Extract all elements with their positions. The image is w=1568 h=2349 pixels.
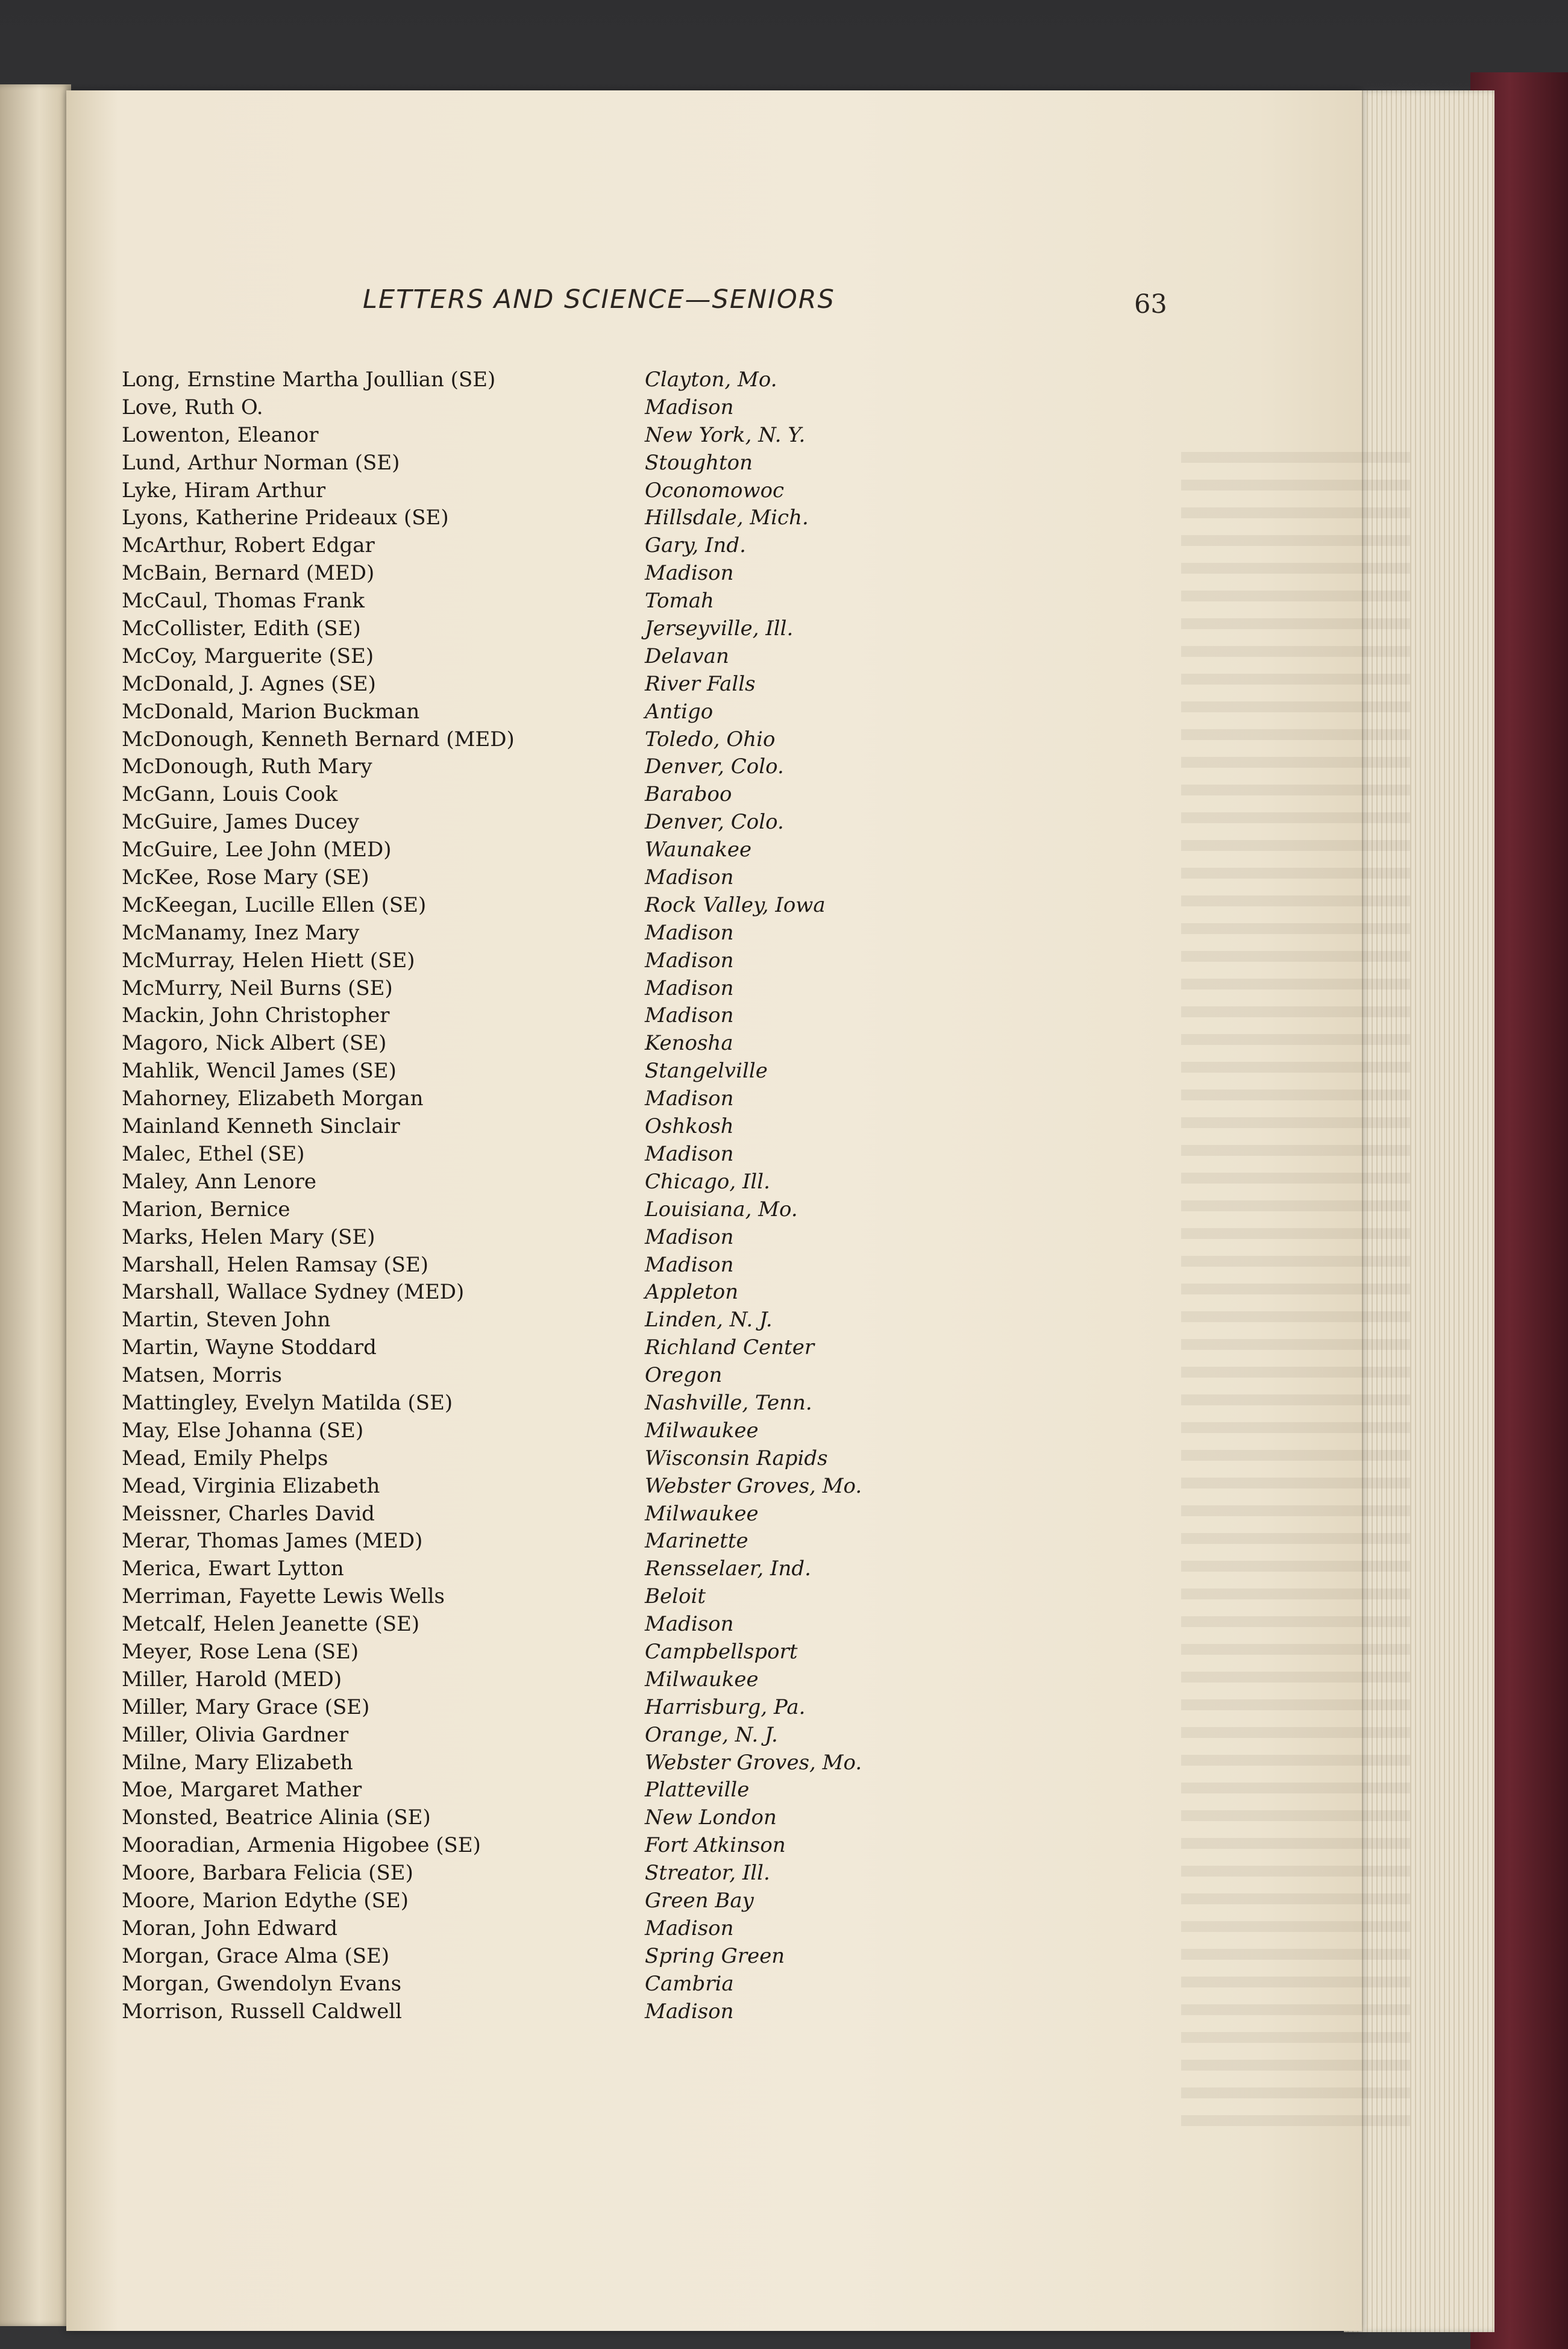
- roster-entry: [122, 532, 1086, 560]
- roster-entry: [122, 809, 1086, 836]
- page-number: 63: [1134, 289, 1167, 319]
- student-hometown: Oregon: [645, 1363, 723, 1388]
- student-name: Moore, Barbara Felicia (SE): [122, 1861, 413, 1886]
- roster-entry: [122, 975, 1086, 1003]
- student-hometown: Madison: [645, 1003, 734, 1028]
- roster-entry: [122, 394, 1086, 422]
- student-hometown: Stangelville: [645, 1059, 768, 1084]
- student-name: Milne, Mary Elizabeth: [122, 1750, 353, 1775]
- student-hometown: Webster Groves, Mo.: [645, 1750, 862, 1775]
- student-name: McCoy, Marguerite (SE): [122, 644, 374, 668]
- student-hometown: Fort Atkinson: [645, 1833, 786, 1858]
- student-hometown: Toledo, Ohio: [645, 727, 776, 751]
- roster-entry: [122, 588, 1086, 615]
- student-name: Moran, John Edward: [122, 1916, 337, 1940]
- student-hometown: Rensselaer, Ind.: [645, 1557, 811, 1581]
- student-name: Love, Ruth O.: [122, 395, 263, 419]
- student-hometown: River Falls: [645, 671, 756, 696]
- student-hometown: Delavan: [645, 644, 729, 668]
- student-name: Merica, Ewart Lytton: [122, 1557, 344, 1581]
- student-name: McMurray, Helen Hiett (SE): [122, 948, 415, 973]
- student-name: Morgan, Gwendolyn Evans: [122, 1971, 402, 1996]
- roster-entry: [122, 836, 1086, 864]
- student-hometown: Louisiana, Mo.: [645, 1197, 798, 1222]
- student-name: McDonald, Marion Buckman: [122, 699, 420, 724]
- student-hometown: Clayton, Mo.: [645, 368, 777, 392]
- student-name: Mahlik, Wencil James (SE): [122, 1059, 397, 1084]
- student-name: Mahorney, Elizabeth Morgan: [122, 1087, 424, 1111]
- student-name: Malec, Ethel (SE): [122, 1141, 305, 1166]
- roster-entry: [122, 1722, 1086, 1749]
- student-name: Mead, Emily Phelps: [122, 1446, 328, 1470]
- roster-entry: [122, 422, 1086, 450]
- roster-entry: [122, 1804, 1086, 1832]
- student-hometown: Orange, N. J.: [645, 1722, 778, 1747]
- running-head: LETTERS AND SCIENCE—SENIORS: [363, 284, 835, 315]
- student-hometown: Madison: [645, 1252, 734, 1277]
- roster-entry: [122, 726, 1086, 754]
- student-hometown: Milwaukee: [645, 1418, 759, 1443]
- student-hometown: Madison: [645, 561, 734, 586]
- roster-entry: [122, 698, 1086, 726]
- student-name: McKeegan, Lucille Ellen (SE): [122, 892, 427, 917]
- roster-entry: [122, 1501, 1086, 1528]
- student-hometown: Cambria: [645, 1971, 734, 1996]
- student-hometown: Webster Groves, Mo.: [645, 1473, 862, 1498]
- student-hometown: Nashville, Tenn.: [645, 1390, 812, 1415]
- student-name: McBain, Bernard (MED): [122, 561, 375, 586]
- student-hometown: Beloit: [645, 1584, 706, 1609]
- student-name: McCollister, Edith (SE): [122, 616, 361, 641]
- student-name: Morgan, Grace Alma (SE): [122, 1943, 390, 1968]
- student-name: May, Else Johanna (SE): [122, 1418, 364, 1443]
- roster-entry: [122, 1002, 1086, 1030]
- student-hometown: Richland Center: [645, 1335, 815, 1360]
- student-hometown: Denver, Colo.: [645, 754, 784, 779]
- student-roster: [122, 366, 1086, 2025]
- student-hometown: Spring Green: [645, 1943, 785, 1968]
- roster-entry: [122, 366, 1086, 394]
- student-hometown: Campbellsport: [645, 1639, 798, 1664]
- student-hometown: Stoughton: [645, 450, 753, 475]
- roster-entry: [122, 1666, 1086, 1694]
- roster-entry: [122, 1998, 1086, 2026]
- student-name: McDonough, Ruth Mary: [122, 754, 372, 779]
- roster-entry: [122, 1196, 1086, 1224]
- student-name: McManamy, Inez Mary: [122, 920, 360, 945]
- student-hometown: Madison: [645, 865, 734, 890]
- student-name: Long, Ernstine Martha Joullian (SE): [122, 368, 496, 392]
- student-name: Mattingley, Evelyn Matilda (SE): [122, 1390, 453, 1415]
- student-hometown: Appleton: [645, 1280, 739, 1305]
- show-through-bleed: [1181, 452, 1410, 2139]
- student-name: Lyons, Katherine Prideaux (SE): [122, 506, 449, 530]
- student-name: Mainland Kenneth Sinclair: [122, 1114, 400, 1139]
- roster-entry: [122, 1749, 1086, 1777]
- student-name: Marion, Bernice: [122, 1197, 290, 1222]
- roster-entry: [122, 1168, 1086, 1196]
- student-hometown: Linden, N. J.: [645, 1308, 773, 1332]
- roster-entry: [122, 1611, 1086, 1639]
- roster-entry: [122, 1971, 1086, 1998]
- student-hometown: Milwaukee: [645, 1667, 759, 1692]
- roster-entry: [122, 1860, 1086, 1887]
- roster-entry: [122, 1390, 1086, 1417]
- student-name: Mead, Virginia Elizabeth: [122, 1473, 380, 1498]
- student-hometown: Madison: [645, 1141, 734, 1166]
- student-name: Maley, Ann Lenore: [122, 1169, 316, 1194]
- roster-entry: [122, 753, 1086, 781]
- roster-entry: [122, 1528, 1086, 1555]
- student-name: Miller, Olivia Gardner: [122, 1722, 349, 1747]
- student-hometown: Madison: [645, 1087, 734, 1111]
- roster-entry: [122, 1555, 1086, 1583]
- student-name: Monsted, Beatrice Alinia (SE): [122, 1805, 431, 1830]
- student-name: Matsen, Morris: [122, 1363, 282, 1388]
- student-hometown: Madison: [645, 976, 734, 1000]
- student-name: Moore, Marion Edythe (SE): [122, 1888, 409, 1913]
- student-hometown: Oshkosh: [645, 1114, 734, 1139]
- roster-entry: [122, 1445, 1086, 1473]
- roster-entry: [122, 1887, 1086, 1915]
- student-name: Miller, Mary Grace (SE): [122, 1695, 370, 1719]
- student-name: Lund, Arthur Norman (SE): [122, 450, 400, 475]
- student-name: McKee, Rose Mary (SE): [122, 865, 369, 890]
- student-name: McGuire, James Ducey: [122, 810, 359, 835]
- student-name: Moe, Margaret Mather: [122, 1778, 362, 1802]
- student-name: Morrison, Russell Caldwell: [122, 1999, 403, 2024]
- roster-entry: [122, 864, 1086, 892]
- roster-entry: [122, 477, 1086, 505]
- student-name: McGuire, Lee John (MED): [122, 838, 392, 862]
- student-name: Lowenton, Eleanor: [122, 422, 319, 447]
- student-name: Meissner, Charles David: [122, 1501, 375, 1526]
- roster-entry: [122, 1832, 1086, 1860]
- roster-entry: [122, 1639, 1086, 1666]
- roster-entry: [122, 615, 1086, 643]
- roster-entry: [122, 920, 1086, 947]
- student-name: Merar, Thomas James (MED): [122, 1529, 423, 1554]
- student-name: Magoro, Nick Albert (SE): [122, 1031, 387, 1056]
- student-name: Marks, Helen Mary (SE): [122, 1225, 375, 1249]
- student-hometown: Tomah: [645, 589, 714, 613]
- student-hometown: Milwaukee: [645, 1501, 759, 1526]
- student-hometown: Waunakee: [645, 838, 752, 862]
- student-name: McMurry, Neil Burns (SE): [122, 976, 393, 1000]
- student-name: McCaul, Thomas Frank: [122, 589, 365, 613]
- student-name: Mackin, John Christopher: [122, 1003, 390, 1028]
- student-hometown: Madison: [645, 395, 734, 419]
- student-hometown: Oconomowoc: [645, 478, 785, 503]
- roster-entry: [122, 1085, 1086, 1113]
- student-hometown: Chicago, Ill.: [645, 1169, 770, 1194]
- roster-entry: [122, 560, 1086, 588]
- roster-entry: [122, 1224, 1086, 1252]
- student-hometown: Antigo: [645, 699, 713, 724]
- student-name: Marshall, Helen Ramsay (SE): [122, 1252, 429, 1277]
- roster-entry: [122, 1362, 1086, 1390]
- student-name: Martin, Steven John: [122, 1308, 331, 1332]
- student-name: Martin, Wayne Stoddard: [122, 1335, 377, 1360]
- student-hometown: Jerseyville, Ill.: [645, 616, 794, 641]
- student-name: Marshall, Wallace Sydney (MED): [122, 1280, 465, 1305]
- roster-entry: [122, 1473, 1086, 1501]
- student-hometown: Platteville: [645, 1778, 750, 1802]
- student-hometown: Madison: [645, 1999, 734, 2024]
- roster-entry: [122, 781, 1086, 809]
- student-hometown: Baraboo: [645, 782, 732, 807]
- student-hometown: Wisconsin Rapids: [645, 1446, 828, 1470]
- student-hometown: Streator, Ill.: [645, 1861, 770, 1886]
- student-name: Miller, Harold (MED): [122, 1667, 342, 1692]
- roster-entry: [122, 504, 1086, 532]
- student-hometown: Rock Valley, Iowa: [645, 892, 826, 917]
- roster-entry: [122, 1113, 1086, 1141]
- roster-entry: [122, 1915, 1086, 1943]
- student-hometown: Madison: [645, 948, 734, 973]
- roster-entry: [122, 1252, 1086, 1279]
- roster-entry: [122, 1058, 1086, 1085]
- roster-entry: [122, 643, 1086, 671]
- roster-entry: [122, 1417, 1086, 1445]
- student-hometown: Green Bay: [645, 1888, 754, 1913]
- roster-entry: [122, 1279, 1086, 1306]
- student-hometown: Hillsdale, Mich.: [645, 506, 809, 530]
- student-name: Lyke, Hiram Arthur: [122, 478, 326, 503]
- student-name: Merriman, Fayette Lewis Wells: [122, 1584, 445, 1609]
- student-hometown: New York, N. Y.: [645, 422, 806, 447]
- student-name: McGann, Louis Cook: [122, 782, 338, 807]
- roster-entry: [122, 671, 1086, 698]
- roster-entry: [122, 1943, 1086, 1971]
- student-name: Mooradian, Armenia Higobee (SE): [122, 1833, 481, 1858]
- student-hometown: Gary, Ind.: [645, 533, 746, 558]
- roster-entry: [122, 1777, 1086, 1804]
- roster-entry: [122, 947, 1086, 975]
- student-hometown: Madison: [645, 920, 734, 945]
- roster-entry: [122, 1334, 1086, 1362]
- roster-entry: [122, 450, 1086, 477]
- facing-page-edge: [0, 84, 71, 2326]
- roster-entry: [122, 1694, 1086, 1722]
- student-hometown: Madison: [645, 1916, 734, 1940]
- student-hometown: New London: [645, 1805, 777, 1830]
- roster-entry: [122, 1030, 1086, 1058]
- roster-entry: [122, 1141, 1086, 1168]
- student-hometown: Harrisburg, Pa.: [645, 1695, 806, 1719]
- student-hometown: Kenosha: [645, 1031, 733, 1056]
- student-hometown: Madison: [645, 1225, 734, 1249]
- roster-entry: [122, 892, 1086, 920]
- student-name: McDonough, Kenneth Bernard (MED): [122, 727, 515, 751]
- student-name: McDonald, J. Agnes (SE): [122, 671, 376, 696]
- roster-entry: [122, 1583, 1086, 1611]
- student-hometown: Madison: [645, 1612, 734, 1637]
- student-name: Metcalf, Helen Jeanette (SE): [122, 1612, 420, 1637]
- student-hometown: Denver, Colo.: [645, 810, 784, 835]
- student-name: McArthur, Robert Edgar: [122, 533, 375, 558]
- student-name: Meyer, Rose Lena (SE): [122, 1639, 359, 1664]
- student-hometown: Marinette: [645, 1529, 748, 1554]
- roster-entry: [122, 1306, 1086, 1334]
